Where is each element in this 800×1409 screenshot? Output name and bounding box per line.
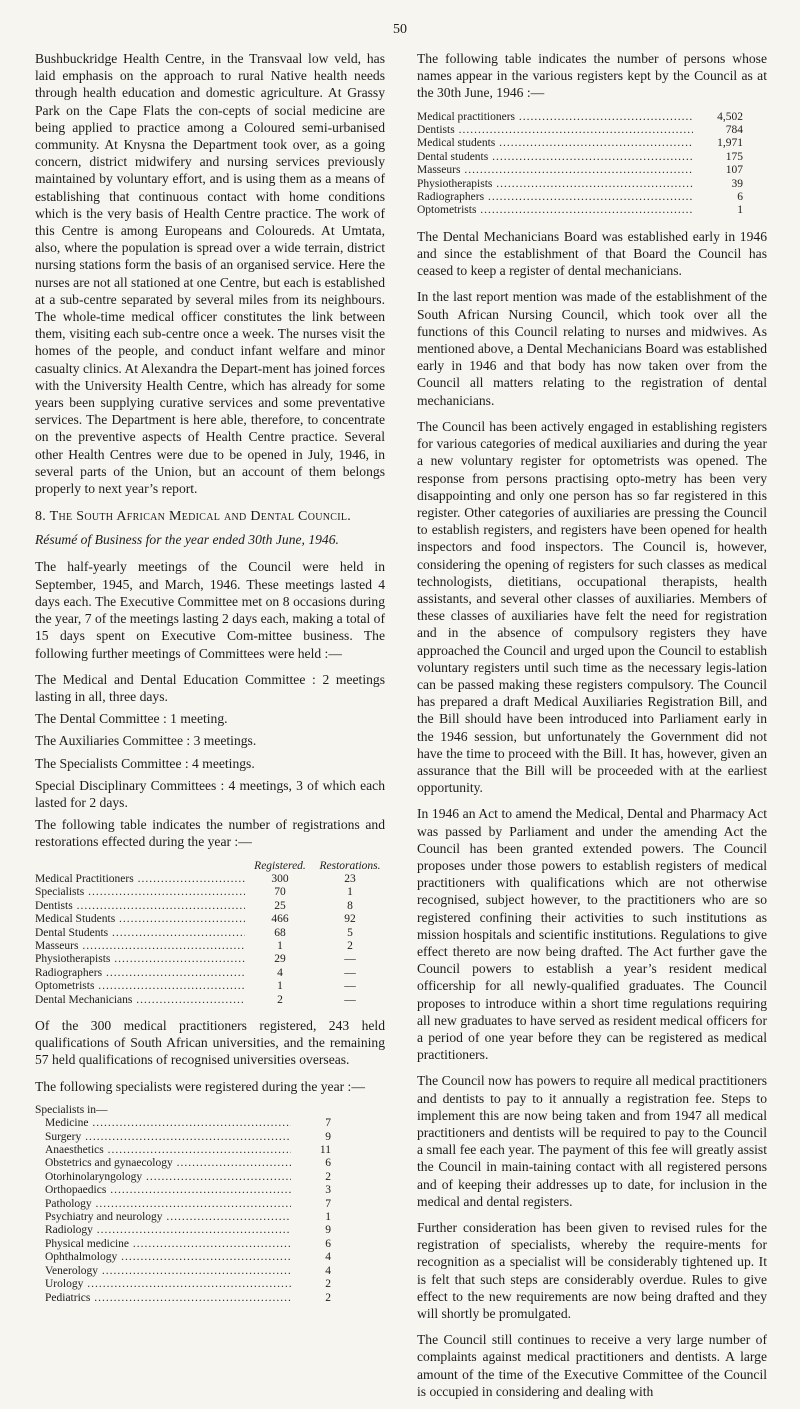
row-value: 39 xyxy=(731,177,743,190)
row-label: Physical medicine ..... xyxy=(35,1238,291,1251)
table-row xyxy=(35,1171,335,1184)
row-label: Anaesthetics ..... xyxy=(35,1144,291,1157)
row-label: Radiographers ..... xyxy=(35,967,245,980)
restorations-value: 5 xyxy=(347,926,353,939)
row-label: Pathology ..... xyxy=(35,1198,291,1211)
restorations-value: 92 xyxy=(344,913,356,926)
registered-value: 1 xyxy=(277,939,283,952)
row-label: Psychiatry and neurology ..... xyxy=(35,1211,291,1224)
col-restorations: Restorations. xyxy=(319,859,381,872)
section-heading: 8. The South African Medical and Dental Council. xyxy=(35,509,352,525)
row-label: Pediatrics ..... xyxy=(35,1292,291,1305)
col-registered: Registered. xyxy=(254,859,306,872)
row-value: 4 xyxy=(325,1251,331,1264)
table-row xyxy=(35,1198,335,1211)
page-number: 50 xyxy=(393,22,407,37)
paragraph-amending-act: In 1946 an Act to amend the Medical, Dental and Pharmacy Act was passed by Parliament and under the amending Act the Council has been granted extended powers. The Council proposes under those powers to establish registers of medical practitioners with qualifications which are not otherwise recognised, subject however, to the practitioners who are so registered confining their activities to such institutions as mission hospitals and scientific institutions. Regulations to give effect thereto are now being drafted. The Act further gave the Council powers to establish a year’s resident medical officership for all newly-qualified graduates. The Council proposes to introduce within a short time regulations requiring all new graduates to have served as resident medical officers for a period of one year before they can be registered as medical practitioners. xyxy=(417,806,767,1063)
row-label: Masseurs ..... xyxy=(417,164,693,177)
table-row xyxy=(35,980,385,993)
row-value: 1 xyxy=(325,1211,331,1224)
row-value: 2 xyxy=(325,1291,331,1304)
row-value: 9 xyxy=(325,1224,331,1237)
restorations-value: 1 xyxy=(347,886,353,899)
table-row xyxy=(35,1251,335,1264)
table-row xyxy=(35,1157,335,1170)
paragraph-practitioners-qualifications: Of the 300 medical practitioners registered, 243 held qualifications of South African universities, and the remaining 57 held qualifications of recognised universities overseas. xyxy=(35,1018,385,1068)
row-value: 6 xyxy=(325,1157,331,1170)
row-value: 784 xyxy=(725,124,743,137)
row-label: Medical Practitioners ..... xyxy=(35,873,245,886)
specialists-heading: Specialists in— xyxy=(35,1103,108,1116)
row-label: Physiotherapists ..... xyxy=(35,953,245,966)
registered-value: 2 xyxy=(277,993,283,1006)
row-value: 11 xyxy=(319,1144,331,1157)
meeting-item: Special Disciplinary Committees : 4 meetings, 3 of which each lasted for 2 days. xyxy=(35,777,385,810)
row-label: Optometrists ..... xyxy=(35,980,245,993)
paragraph-meetings: The half-yearly meetings of the Council were held in September, 1945, and March, 1946. These meetings lasted 4 days each. The Executive Committee met on 8 occasions during the year, 7 of the meetings lasting 2 days each, making a total of 15 days spent on Executive Com-mittee business. The following further meetings of Committees were held :— xyxy=(35,559,385,661)
table-row xyxy=(35,994,385,1007)
table-row xyxy=(35,1238,335,1251)
row-label: Masseurs ..... xyxy=(35,940,245,953)
row-label: Obstetrics and gynaecology ..... xyxy=(35,1157,291,1170)
table-row xyxy=(417,191,747,204)
restorations-value: — xyxy=(344,993,356,1006)
row-label: Otorhinolaryngology ..... xyxy=(35,1171,291,1184)
row-value: 175 xyxy=(725,150,743,163)
section-subheading: Résumé of Business for the year ended 30th June, 1946. xyxy=(35,532,339,548)
row-label: Dentists ..... xyxy=(35,900,245,913)
table-row xyxy=(35,1184,335,1197)
table-row xyxy=(417,124,747,137)
paragraph-health-centres: Bushbuckridge Health Centre, in the Transvaal low veld, has laid emphasis on the approach to rural Native health needs through health education and domestic agriculture. At Grassy Park on the Cape Flats the con-cepts of social medicine are being applied to practice among a Coloured semi-urbanised community. At Knysna the Department took over, as a going concern, district midwifery and nursing services previously maintained by voluntary effort, and is using them as a means of establishing that continuous contact with home conditions which is the very basis of Health Centre practice. The work of this Centre is among Europeans and Coloureds. At Umtata, also, where the population is spread over a wide terrain, district nursing stations form the basis of an organised service. Here the nurses are not all stationed at one Centre, but each is established at a sub-centre separated by several miles from its neighbours. The whole-time medical officer constitutes the link between them, visiting each sub-centre once a week. The nurses visit the homes of the people, and conduct infant welfare and minor casualty clinics. At Alexandra the Depart-ment has joined forces with the University Health Centre, which has already for some years been supplying curative services and some preventative services. The Department is here able, therefore, to concentrate on the preventive aspects of Health Centre practice. Several other Health Centres were due to be opened in July, 1946, in several parts of the Union, but an account of them belongs properly to next year’s report. xyxy=(35,51,385,497)
left-column xyxy=(35,50,385,1315)
table-row xyxy=(35,927,385,940)
restorations-value: 23 xyxy=(344,872,356,885)
paragraph-registers-intro: The following table indicates the number of persons whose names appear in the various registers kept by the Council as at the 30th June, 1946 :— xyxy=(417,51,767,101)
row-label: Venerology ..... xyxy=(35,1265,291,1278)
meeting-item: The Medical and Dental Education Committee : 2 meetings lasting in all, three days. xyxy=(35,671,385,704)
table-row xyxy=(417,151,747,164)
table-row xyxy=(35,953,385,966)
specialists-table xyxy=(35,1117,335,1305)
row-value: 2 xyxy=(325,1170,331,1183)
row-value: 2 xyxy=(325,1278,331,1291)
table-row xyxy=(35,900,385,913)
meeting-item: The Specialists Committee : 4 meetings. xyxy=(35,755,255,771)
row-value: 9 xyxy=(325,1130,331,1143)
row-label: Medical practitioners ..... xyxy=(417,111,693,124)
row-label: Ophthalmology ..... xyxy=(35,1251,291,1264)
row-value: 4,502 xyxy=(717,110,743,123)
registered-value: 68 xyxy=(274,926,286,939)
table-row xyxy=(35,1278,335,1291)
registered-value: 466 xyxy=(271,913,289,926)
paragraph-dental-mechanicians: The Dental Mechanicians Board was established early in 1946 and since the establishment of that Board the Council has ceased to keep a register of dental mechanicians. xyxy=(417,228,767,279)
row-value: 6 xyxy=(325,1237,331,1250)
table-row xyxy=(35,1211,335,1224)
row-label: Dental students ..... xyxy=(417,151,693,164)
row-value: 107 xyxy=(725,164,743,177)
row-label: Dentists ..... xyxy=(417,124,693,137)
row-value: 3 xyxy=(325,1184,331,1197)
committee-meetings-list xyxy=(35,671,385,811)
restorations-value: 2 xyxy=(347,939,353,952)
table-row xyxy=(35,873,385,886)
table-row xyxy=(417,204,747,217)
table-row xyxy=(35,1265,335,1278)
registered-value: 300 xyxy=(271,872,289,885)
table-row xyxy=(35,940,385,953)
table-row xyxy=(417,111,747,124)
right-column xyxy=(417,50,767,1409)
restorations-value: 8 xyxy=(347,899,353,912)
row-label: Urology ..... xyxy=(35,1278,291,1291)
row-label: Physiotherapists ..... xyxy=(417,178,693,191)
row-value: 7 xyxy=(325,1197,331,1210)
restorations-value: — xyxy=(344,966,356,979)
row-label: Orthopaedics ..... xyxy=(35,1184,291,1197)
table-row xyxy=(35,1117,335,1130)
table-row xyxy=(35,886,385,899)
row-value: 1 xyxy=(737,204,743,217)
row-label: Surgery ..... xyxy=(35,1131,291,1144)
registered-value: 4 xyxy=(277,966,283,979)
row-label: Radiology ..... xyxy=(35,1224,291,1237)
row-label: Radiographers ..... xyxy=(417,191,693,204)
paragraph-registrations-intro: The following table indicates the number of registrations and restorations effected during the year :— xyxy=(35,817,385,850)
row-label: Dental Mechanicians ..... xyxy=(35,994,245,1007)
meeting-item: The Auxiliaries Committee : 3 meetings. xyxy=(35,733,257,749)
registered-value: 25 xyxy=(274,899,286,912)
paragraph-specialists-intro: The following specialists were registered during the year :— xyxy=(35,1078,365,1094)
table-row xyxy=(35,913,385,926)
registrations-table xyxy=(35,860,385,1007)
paragraph-complaints: The Council still continues to receive a very large number of complaints against medical practitioners and dentists. A large amount of the time of the Executive Committee of the Council is occupied in considering and dealing with xyxy=(417,1332,767,1399)
row-label: Specialists ..... xyxy=(35,886,245,899)
row-value: 1,971 xyxy=(717,137,743,150)
meeting-item: The Dental Committee : 1 meeting. xyxy=(35,711,228,727)
row-label: Medical students ..... xyxy=(417,137,693,150)
row-value: 6 xyxy=(737,191,743,204)
registered-value: 70 xyxy=(274,886,286,899)
registered-value: 1 xyxy=(277,980,283,993)
table-row xyxy=(35,1292,335,1305)
restorations-value: — xyxy=(344,953,356,966)
table-row xyxy=(35,1131,335,1144)
table-row xyxy=(35,967,385,980)
table-header-row xyxy=(35,860,385,873)
row-value: 4 xyxy=(325,1264,331,1277)
paragraph-auxiliaries: The Council has been actively engaged in establishing registers for various categories of medical auxiliaries and during the year a new voluntary register for optometrists was opened. The response from persons practising opto-metry has been very disappointing and only one person has so far registered in this register. Other categories of auxiliaries are pressing the Council to establish registers, and registers have been opened for health inspectors and food inspectors. The Council is, however, considering the opening of registers for such classes as medical technologists, dietitians, occupational therapists, health assistants, and several other classes of auxiliaries. Members of these classes of auxiliaries have felt the need for registration and in the absence of compulsory registers they have approached the Council and urged upon the Council to establish voluntary registers until such time as the necessary legis-lation can be passed making these registers compulsory. The Council has prepared a draft Medical Auxiliaries Registration Bill, and the Bill should have been introduced into Parliament early in the 1946 session, but unfortunately the Government did not have the time to proceed with the Bill. It has, however, given an assurance that the Bill will be proceeded with at the earliest opportunity. xyxy=(417,418,767,796)
row-label: Medicine ..... xyxy=(35,1117,291,1130)
paragraph-nursing-council: In the last report mention was made of the establishment of the South African Nursing Council, which took over all the functions of this Council relating to nurses and midwives. As mentioned above, a Dental Mechanicians Board was established early in 1946 and that body has now taken over from the Council all matters relating to the registration of dental mechanicians. xyxy=(417,289,767,408)
paragraph-registration-fee: The Council now has powers to require all medical practitioners and dentists to pay to it annually a registration fee. Steps to implement this are now being taken and from 1947 all medical practitioners and dentists will be required to pay to the Council a small fee each year. The payment of this fee will greatly assist the Council in main-taining contact with all registered persons and of keeping their addresses up to date, for inclusion in the medical and dental registers. xyxy=(417,1073,767,1209)
table-row xyxy=(417,178,747,191)
paragraph-specialist-rules: Further consideration has been given to revised rules for the registration of specialists, whereby the require-ments for recognition as a specialist will be considerably tightened up. It is felt that such steps are considerably overdue. Rules to give effect to the new requirements are now being drafted and they will shortly be promulgated. xyxy=(417,1220,767,1322)
row-label: Optometrists ..... xyxy=(417,204,693,217)
row-value: 7 xyxy=(325,1117,331,1130)
restorations-value: — xyxy=(344,980,356,993)
table-row xyxy=(35,1224,335,1237)
table-row xyxy=(417,164,747,177)
registered-value: 29 xyxy=(274,953,286,966)
row-label: Medical Students ..... xyxy=(35,913,245,926)
table-row xyxy=(35,1144,335,1157)
registers-table xyxy=(417,111,747,218)
row-label: Dental Students ..... xyxy=(35,927,245,940)
table-row xyxy=(417,137,747,150)
